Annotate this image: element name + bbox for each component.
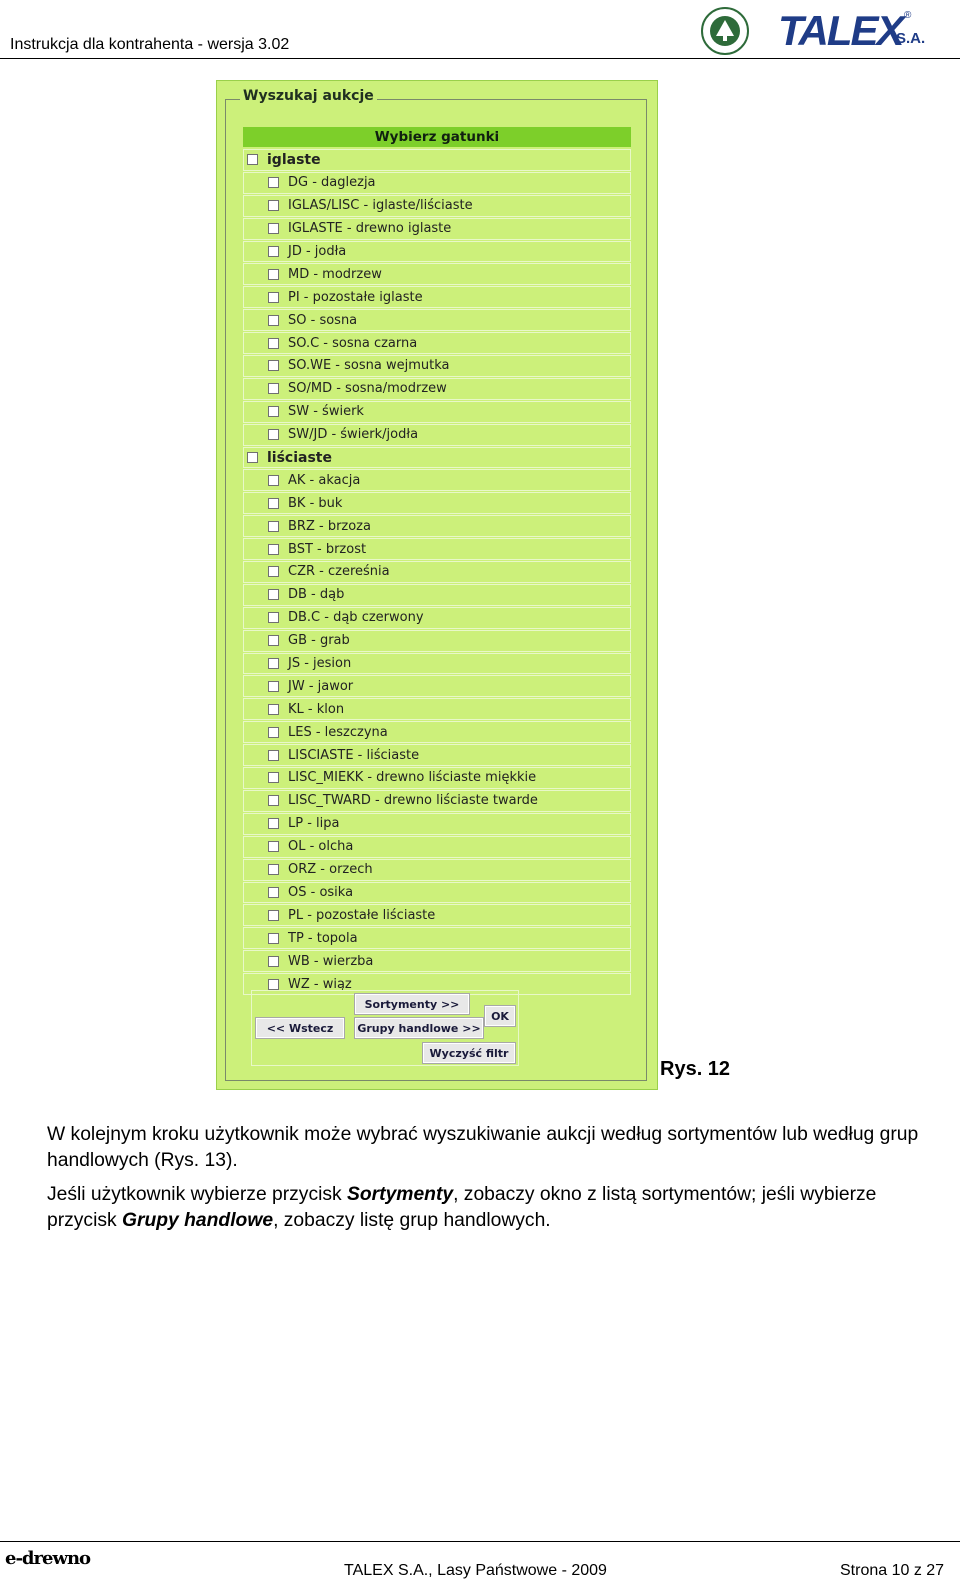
species-checkbox[interactable]	[268, 635, 279, 646]
species-checkbox[interactable]	[268, 383, 279, 394]
species-checkbox[interactable]	[268, 315, 279, 326]
species-label: CZR - czereśnia	[288, 564, 390, 580]
species-checkbox[interactable]	[268, 246, 279, 257]
species-row[interactable]	[243, 584, 631, 606]
clear-filter-button[interactable]: Wyczyść filtr	[423, 1043, 515, 1063]
fieldset-legend: Wyszukaj aukcje	[240, 88, 377, 104]
species-row[interactable]	[243, 653, 631, 675]
species-checkbox[interactable]	[268, 429, 279, 440]
species-checkbox[interactable]	[268, 864, 279, 875]
species-row[interactable]	[243, 744, 631, 766]
ok-button[interactable]: OK	[485, 1006, 515, 1026]
species-checkbox[interactable]	[268, 658, 279, 669]
species-checkbox[interactable]	[268, 475, 279, 486]
species-label: SW - świerk	[288, 404, 364, 420]
species-checkbox[interactable]	[268, 292, 279, 303]
paragraph-2-emph-grupy: Grupy handlowe	[122, 1210, 274, 1231]
species-checkbox[interactable]	[268, 338, 279, 349]
species-label: AK - akacja	[288, 472, 361, 488]
species-checkbox[interactable]	[268, 841, 279, 852]
species-row[interactable]	[243, 698, 631, 720]
species-row[interactable]	[243, 195, 631, 217]
species-row[interactable]	[243, 859, 631, 881]
species-checkbox[interactable]	[268, 704, 279, 715]
species-label: ORZ - orzech	[288, 862, 373, 878]
document-header-title: Instrukcja dla kontrahenta - wersja 3.02	[10, 36, 290, 53]
paragraph-2-part2: , zobaczy okno z listą sortymentów; jeśli wybierze przycisk	[47, 1184, 877, 1231]
species-checkbox[interactable]	[268, 200, 279, 211]
group-checkbox[interactable]	[247, 154, 258, 165]
paragraph-2-part3: , zobaczy listę grup handlowych.	[273, 1210, 551, 1231]
e-drewno-logo: e-drewno	[5, 1548, 91, 1569]
species-label: WB - wierzba	[288, 953, 374, 969]
species-label: LES - leszczyna	[288, 724, 388, 740]
species-checkbox[interactable]	[268, 269, 279, 280]
group-label: iglaste	[267, 151, 321, 168]
species-row[interactable]	[243, 355, 631, 377]
header-divider	[0, 58, 960, 59]
paragraph-2	[47, 1182, 947, 1234]
button-area	[251, 990, 519, 1066]
grupy-handlowe-button[interactable]: Grupy handlowe >>	[355, 1018, 483, 1038]
species-label: LISC_TWARD - drewno liściaste twarde	[288, 793, 538, 809]
paragraph-2-part1: Jeśli użytkownik wybierze przycisk	[47, 1184, 348, 1205]
species-label: PL - pozostałe liściaste	[288, 907, 436, 923]
group-label: liściaste	[267, 449, 332, 466]
species-checkbox[interactable]	[268, 521, 279, 532]
species-row[interactable]	[243, 561, 631, 583]
page-number: Strona 10 z 27	[840, 1562, 945, 1579]
species-checkbox[interactable]	[268, 933, 279, 944]
species-checkbox[interactable]	[268, 910, 279, 921]
talex-logo-suffix: S.A.	[896, 30, 926, 47]
talex-logo	[778, 8, 938, 54]
species-label: LP - lipa	[288, 816, 340, 832]
species-row[interactable]	[243, 767, 631, 789]
species-checkbox[interactable]	[268, 566, 279, 577]
species-label: IGLAS/LISC - iglaste/liściaste	[288, 198, 473, 214]
species-row[interactable]	[243, 263, 631, 285]
species-row[interactable]	[243, 675, 631, 697]
species-row[interactable]	[243, 424, 631, 446]
back-button[interactable]: << Wstecz	[256, 1018, 344, 1038]
species-row[interactable]	[243, 309, 631, 331]
species-row[interactable]	[243, 790, 631, 812]
species-checkbox[interactable]	[268, 727, 279, 738]
paragraph-2-emph-sortymenty: Sortymenty	[347, 1184, 454, 1205]
species-checkbox[interactable]	[268, 887, 279, 898]
footer-copyright: TALEX S.A., Lasy Państwowe - 2009	[344, 1562, 607, 1579]
species-label: KL - klon	[288, 701, 345, 717]
species-checkbox[interactable]	[268, 795, 279, 806]
species-checkbox[interactable]	[268, 406, 279, 417]
species-row[interactable]	[243, 172, 631, 194]
search-fieldset	[225, 88, 647, 1081]
species-checkbox[interactable]	[268, 223, 279, 234]
species-label: OS - osika	[288, 884, 354, 900]
species-label: DG - daglezja	[288, 175, 376, 191]
lasy-panstwowe-logo	[699, 6, 751, 56]
species-row[interactable]	[243, 950, 631, 972]
species-label: TP - topola	[288, 930, 358, 946]
species-checkbox[interactable]	[268, 979, 279, 990]
species-row[interactable]	[243, 286, 631, 308]
species-label: SO - sosna	[288, 312, 358, 328]
species-checkbox[interactable]	[268, 612, 279, 623]
species-row[interactable]	[243, 241, 631, 263]
species-label: JW - jawor	[288, 678, 354, 694]
species-label: LISC_MIEKK - drewno liściaste miękkie	[288, 770, 537, 786]
species-row[interactable]	[243, 218, 631, 240]
species-checkbox[interactable]	[268, 360, 279, 371]
species-row[interactable]	[243, 492, 631, 514]
search-auctions-panel	[216, 80, 658, 1090]
species-row[interactable]	[243, 538, 631, 560]
species-list	[243, 149, 631, 996]
species-label: SO.WE - sosna wejmutka	[288, 358, 450, 374]
species-row[interactable]	[243, 904, 631, 926]
talex-logo-registered: ®	[904, 10, 912, 21]
species-label: JS - jesion	[288, 656, 352, 672]
species-row[interactable]	[243, 836, 631, 858]
species-label: PI - pozostałe iglaste	[288, 289, 423, 305]
species-label: BST - brzost	[288, 541, 367, 557]
species-row[interactable]	[243, 469, 631, 491]
species-row[interactable]	[243, 607, 631, 629]
group-checkbox[interactable]	[247, 452, 258, 463]
species-row[interactable]	[243, 882, 631, 904]
species-row[interactable]	[243, 927, 631, 949]
species-label: GB - grab	[288, 633, 350, 649]
species-row[interactable]	[243, 813, 631, 835]
species-label: OL - olcha	[288, 839, 354, 855]
species-row[interactable]	[243, 630, 631, 652]
species-label: DB - dąb	[288, 587, 345, 603]
species-label: BRZ - brzoza	[288, 518, 371, 534]
species-row[interactable]	[243, 378, 631, 400]
species-label: DB.C - dąb czerwony	[288, 610, 424, 626]
figure-caption: Rys. 12	[660, 1058, 731, 1080]
footer-divider	[0, 1541, 960, 1542]
species-row[interactable]	[243, 721, 631, 743]
species-checkbox[interactable]	[268, 681, 279, 692]
species-selector	[243, 127, 631, 998]
species-checkbox[interactable]	[268, 956, 279, 967]
species-row[interactable]	[243, 401, 631, 423]
species-checkbox[interactable]	[268, 818, 279, 829]
species-checkbox[interactable]	[268, 177, 279, 188]
species-label: SO/MD - sosna/modrzew	[288, 381, 447, 397]
species-header: Wybierz gatunki	[243, 127, 631, 147]
species-group-row[interactable]	[243, 149, 631, 171]
species-checkbox[interactable]	[268, 750, 279, 761]
paragraph-1: W kolejnym kroku użytkownik może wybrać wyszukiwanie aukcji według sortymentów lub według grup handlowych (Rys. 13).	[47, 1124, 919, 1171]
species-label: MD - modrzew	[288, 266, 382, 282]
species-label: SW/JD - świerk/jodła	[288, 427, 419, 443]
species-label: SO.C - sosna czarna	[288, 335, 418, 351]
species-group-row[interactable]	[243, 447, 631, 469]
species-checkbox[interactable]	[268, 772, 279, 783]
species-checkbox[interactable]	[268, 589, 279, 600]
species-row[interactable]	[243, 515, 631, 537]
species-label: IGLASTE - drewno iglaste	[288, 221, 452, 237]
species-row[interactable]	[243, 332, 631, 354]
sortymenty-button[interactable]: Sortymenty >>	[355, 994, 469, 1014]
species-label: JD - jodła	[288, 244, 347, 259]
species-checkbox[interactable]	[268, 544, 279, 555]
talex-logo-word: TALEX	[778, 7, 903, 54]
species-checkbox[interactable]	[268, 498, 279, 509]
species-label: LISCIASTE - liściaste	[288, 747, 420, 763]
species-label: WZ - wiąz	[288, 976, 352, 992]
species-label: BK - buk	[288, 495, 343, 511]
